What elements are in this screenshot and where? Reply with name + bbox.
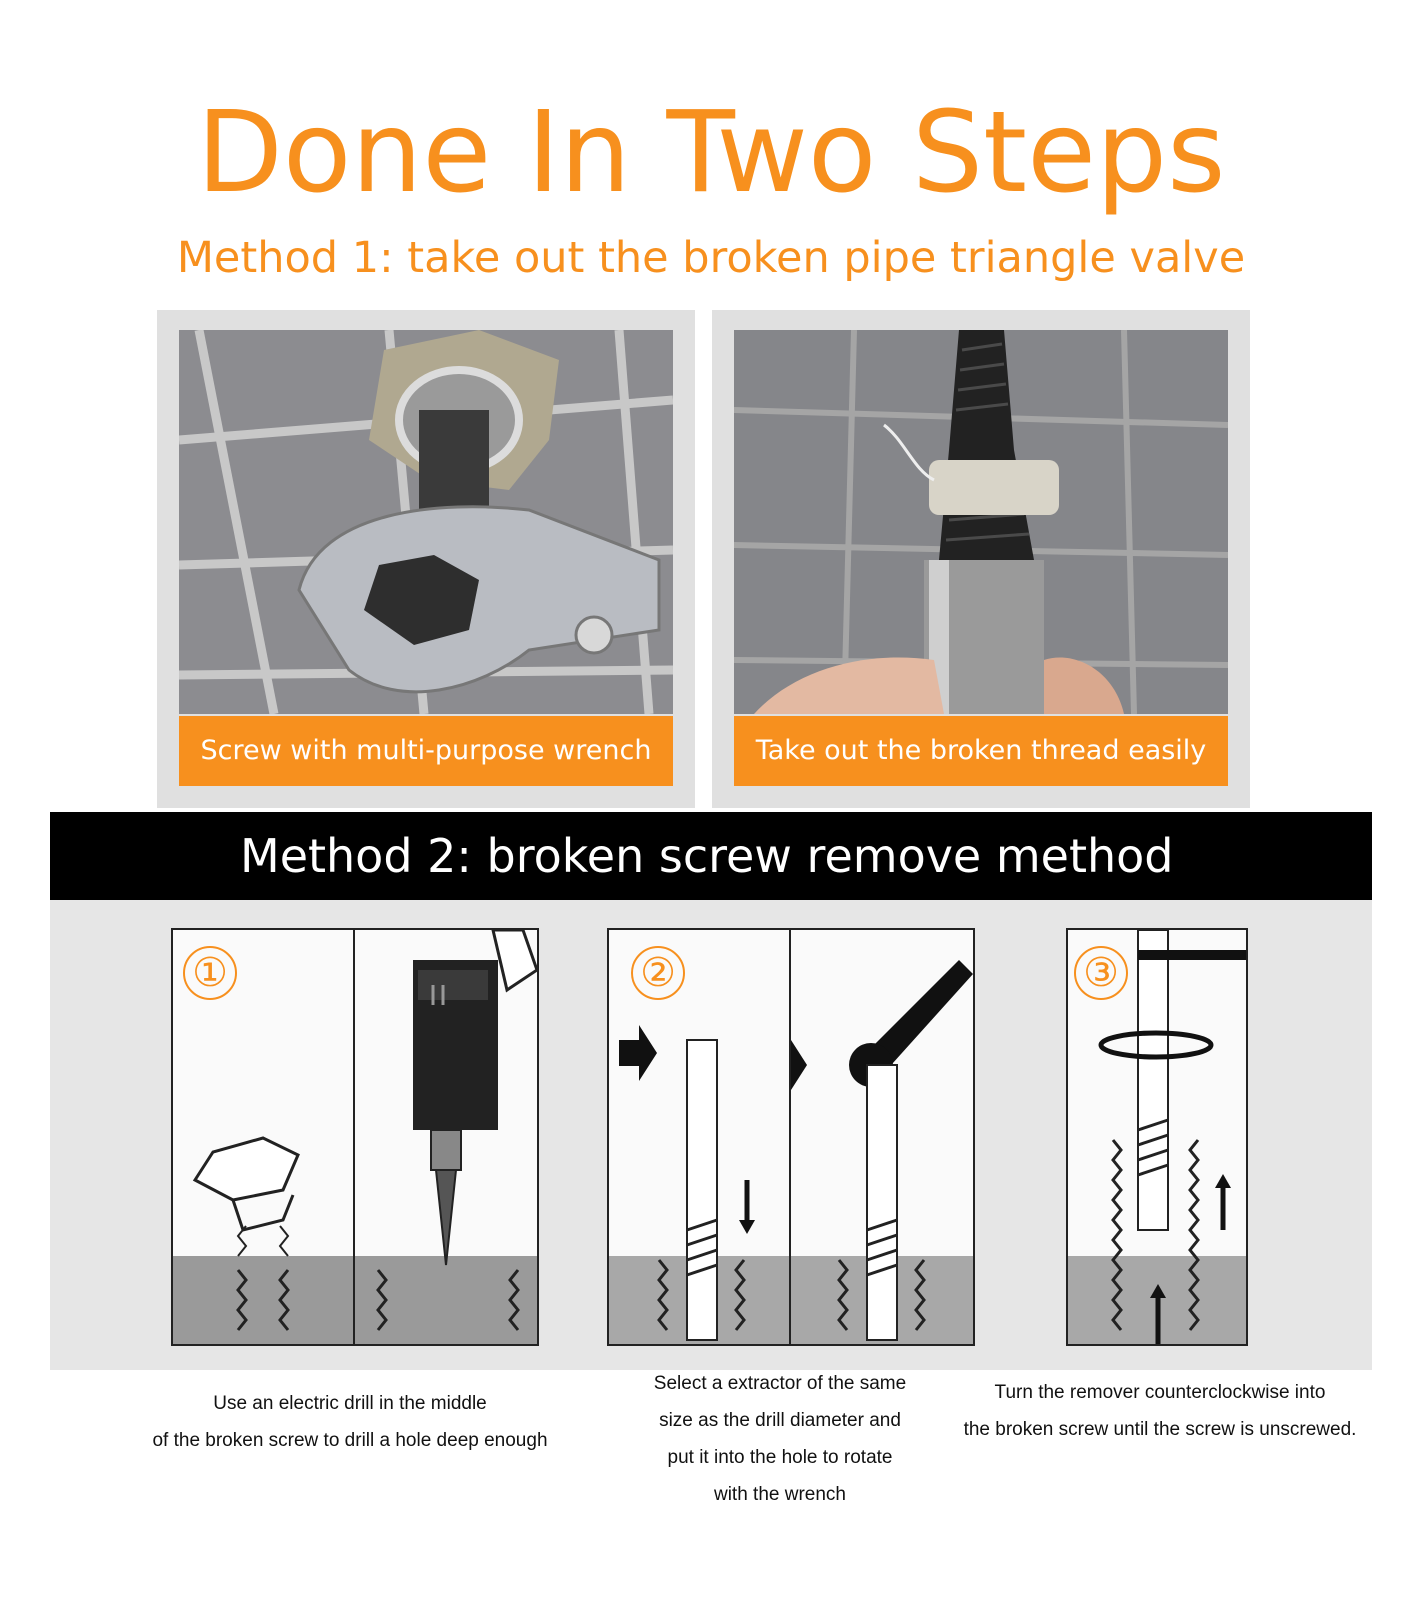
photo-caption: Screw with multi-purpose wrench <box>179 716 673 786</box>
step-3-description <box>940 1374 1380 1448</box>
step-2-line-2: size as the drill diameter and <box>659 1410 901 1431</box>
method2-heading: Method 2: broken screw remove method <box>240 829 1174 883</box>
step-1-illustration <box>171 928 539 1346</box>
step-3-line-2: the broken screw until the screw is unscrewed. <box>963 1419 1357 1440</box>
step-1-badge: ① <box>183 946 237 1000</box>
page-title: Done In Two Steps <box>196 88 1226 218</box>
method1-photo-card-extractor <box>712 310 1250 808</box>
step-2-description <box>630 1365 930 1513</box>
step-3-illustration <box>1066 928 1248 1346</box>
wrench-photo <box>179 330 673 714</box>
step-2-line-1: Select a extractor of the same <box>653 1373 907 1394</box>
method2-banner <box>50 812 1372 900</box>
method1-heading: Method 1: take out the broken pipe triangle valve <box>176 233 1246 283</box>
step-3-line-1: Turn the remover counterclockwise into <box>994 1382 1326 1403</box>
step-1-description <box>130 1385 570 1459</box>
step-1-line-2: of the broken screw to drill a hole deep enough <box>152 1430 548 1451</box>
extractor-photo <box>734 330 1228 714</box>
step-2-illustration <box>607 928 975 1346</box>
step-2-line-3: put it into the hole to rotate <box>667 1447 893 1468</box>
step-2-badge: ② <box>631 946 685 1000</box>
method1-photo-card-wrench <box>157 310 695 808</box>
step-2-line-4: with the wrench <box>713 1484 846 1505</box>
step-3-badge: ③ <box>1074 946 1128 1000</box>
photo-caption: Take out the broken thread easily <box>734 716 1228 786</box>
step-1-line-1: Use an electric drill in the middle <box>213 1393 487 1414</box>
